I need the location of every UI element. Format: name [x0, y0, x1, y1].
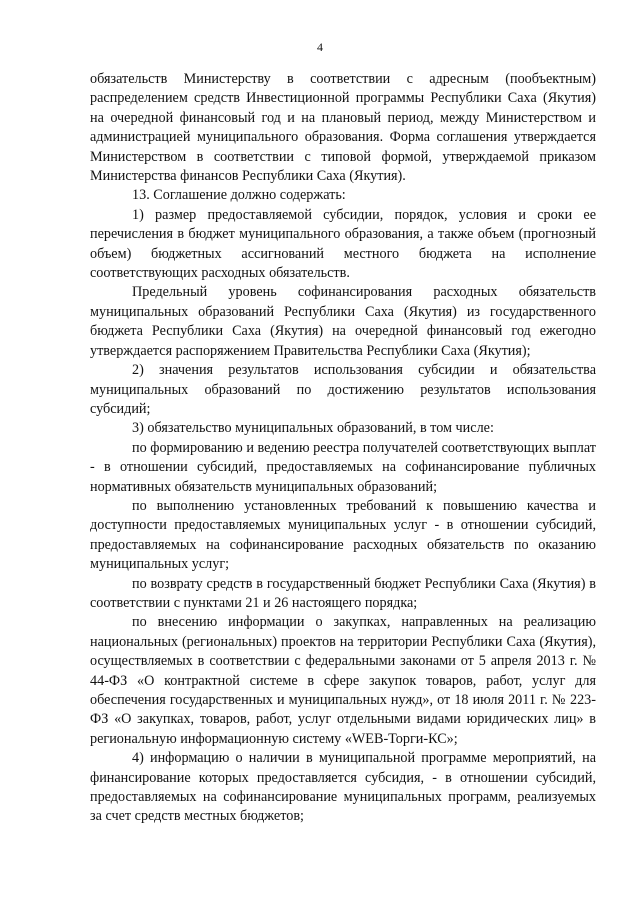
paragraph-item-3: 3) обязательство муниципальных образований, в том числе: [132, 420, 494, 437]
paragraph-registry: по формированию и ведению реестра получателей соответствующих выплат - в отношении субсидий, предоставляемых на софинансирование публичных нормативных обязательств муниципальных образований; [90, 439, 596, 495]
paragraph-item-4: 4) информацию о наличии в муниципальной программе мероприятий, на финансирование которых предоставляется субсидия, - в отношении субсидий, предоставляемых на софинансирование муниципальных программ, реализуемых за счет средств местных бюджетов; [90, 750, 596, 825]
page-number: 4 [317, 40, 323, 54]
paragraph-service-quality: по выполнению установленных требований к повышению качества и доступности предоставляемых муниципальных услуг - в отношении субсидий, предоставляемых на софинансирование расходных обязательств по оказанию муниципальных услуг; [90, 497, 596, 573]
paragraph-refund: по возврату средств в государственный бюджет Республики Саха (Якутия) в соответствии с пунктами 21 и 26 настоящего порядка; [90, 575, 596, 611]
paragraph-item-1: 1) размер предоставляемой субсидии, порядок, условия и сроки ее перечисления в бюджет муниципального образования, а также объем (прогнозный объем) бюджетных ассигнований местного бюджета на исполнение соответствующих расходных обязательств. [90, 206, 596, 282]
paragraph-continuation: обязательств Министерству в соответствии с адресным (пообъектным) распределением средств Инвестиционной программы Республики Саха (Якутия) на очередной финансовый год и на плановый период, между Министерством и администрацией муниципального образования. Форма соглашения утверждается Министерством в соответствии с типовой формой, утверждаемой приказом Министерства финансов Республики Саха (Якутия). [90, 71, 596, 185]
paragraph-clause-13: 13. Соглашение должно содержать: [132, 187, 346, 204]
paragraph-procurement: по внесению информации о закупках, направленных на реализацию национальных (региональных) проектов на территории Республики Саха (Якутия), осуществляемых в соответствии с федеральными законами от 5 апреля 2013 г. № 44-ФЗ «О контрактной системе в сфере закупок товаров, работ, услуг для обеспечения государственных и муниципальных нужд», от 18 июля 2011 г. № 223-ФЗ «О закупках, товаров, работ, услуг отдельными видами юридических лиц» в региональную информационную систему «WEB-Торги-КС»; [90, 614, 596, 747]
document-body [90, 70, 596, 827]
paragraph-cofinancing-limit: Предельный уровень софинансирования расходных обязательств муниципальных образований Республики Саха (Якутия) из государственного бюджета Республики Саха (Якутия) на очередной финансовый год ежегодно утверждается распоряжением Правительства Республики Саха (Якутия); [90, 284, 596, 359]
paragraph-item-2: 2) значения результатов использования субсидии и обязательства муниципальных образований по достижению результатов использования субсидий; [90, 362, 596, 417]
